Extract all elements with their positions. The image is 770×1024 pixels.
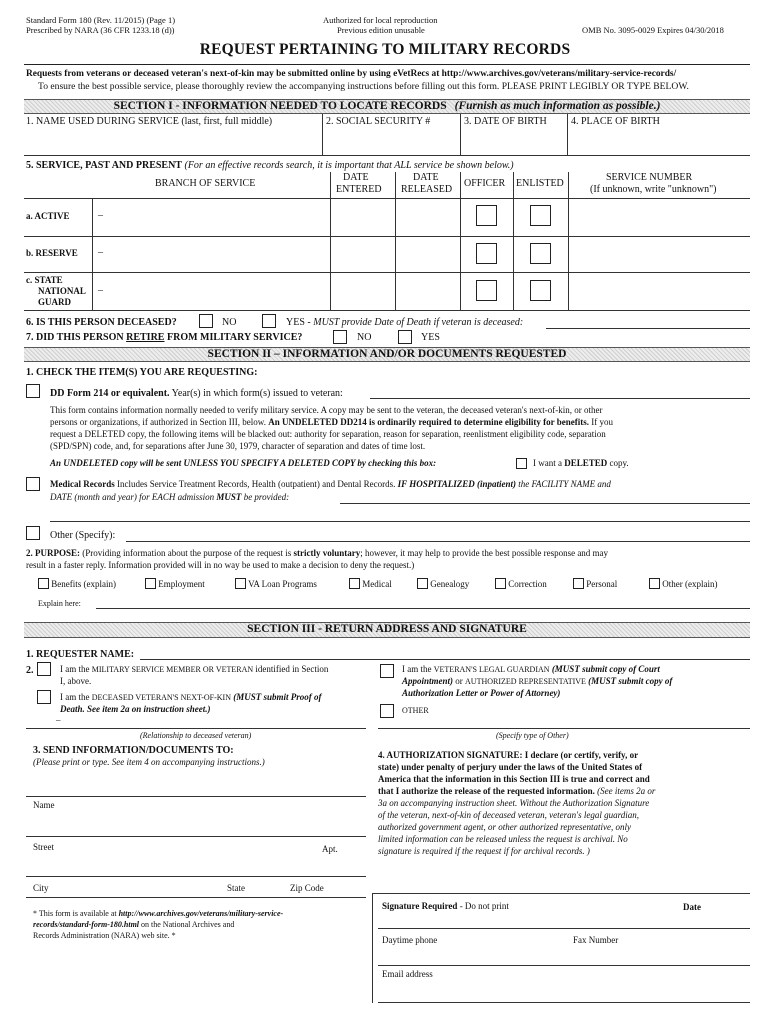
reserve-officer-checkbox[interactable] [476,243,497,264]
col-officer: OFFICER [464,178,506,189]
purpose-genealogy-checkbox[interactable] [417,578,428,589]
divider [372,893,373,1003]
opt-guardian-line1 [402,664,660,675]
opt-other-label: OTHER [402,706,429,715]
availability-line1 [33,909,283,919]
purpose-line1 [26,548,608,559]
field-pob-label: 4. PLACE OF BIRTH [571,116,660,127]
divider [24,236,750,237]
purpose-va-loan-checkbox[interactable] [235,578,246,589]
send-info-note: (Please print or type. See item 4 on accompanying instructions.) [33,757,265,767]
other-label: Other (Specify): [50,530,116,541]
omb-number: OMB No. 3095-0029 Expires 04/30/2018 [582,25,724,35]
purpose-other-label: Other (explain) [662,579,718,589]
other-specify-field[interactable] [126,541,750,542]
dd214-checkbox[interactable] [26,384,40,398]
explain-here-label: Explain here: [38,599,81,608]
apt-label: Apt. [322,844,338,854]
retire-no-checkbox[interactable] [333,330,347,344]
intro-line2: To ensure the best possible service, please thoroughly review the accompanying instructions before filling out this form. PLEASE PRINT LEGIBLY OR TYPE BELOW. [38,81,689,92]
auth-sig-6: of the veteran, next-of-kin of deceased veteran, veteran's legal guardian, [378,810,640,820]
deceased-yes-checkbox[interactable] [262,314,276,328]
purpose-correction-label: Correction [508,579,547,589]
item2-num: 2. [26,665,34,676]
purpose-benefits-checkbox[interactable] [38,578,49,589]
deleted-copy-label [533,458,629,469]
dd214-p5: An UNDELETED copy will be sent UNLESS YOU SPECIFY A DELETED COPY by checking this box: [50,458,437,468]
medical-line2b: MUST [216,492,242,502]
availability-a: * This form is available at [33,909,119,918]
divider [372,893,750,894]
row-active: a. ACTIVE [26,211,70,221]
relationship-field[interactable] [26,728,366,729]
section2-title: SECTION II – INFORMATION AND/OR DOCUMENTS REQUESTED [207,348,567,360]
guardian-checkbox[interactable] [380,664,394,678]
opt-veteran-a: I am the [60,664,92,674]
medical-line2c: be provided: [241,492,290,502]
divider [460,172,461,310]
opt-veteran-b: MILITARY SERVICE MEMBER OR VETERAN [91,665,254,674]
auth-sig-7: authorized government agent, or other authorized representative, only [378,822,632,832]
other-type-checkbox[interactable] [380,704,394,718]
email-field[interactable] [378,1002,750,1003]
sig-required-a: Signature Required [382,901,458,911]
ng-enlisted-checkbox[interactable] [530,280,551,301]
col-date-entered-1: DATE [343,172,369,183]
availability-line3: Records Administration (NARA) web site. * [33,931,176,940]
availability-b: on the National Archives and [139,920,235,929]
purpose-personal-label: Personal [586,579,618,589]
medical-hosp: IF HOSPITALIZED (inpatient) [397,479,517,489]
opt-guardian-b: VETERAN'S LEGAL GUARDIAN [433,665,550,674]
opt-nok-line1 [60,692,321,703]
medical-checkbox[interactable] [26,477,40,491]
service-note: (For an effective records search, it is important that ALL service be shown below.) [184,160,514,171]
date-of-death-field[interactable] [546,328,750,329]
form-id-line1: Standard Form 180 (Rev. 11/2015) (Page 1) [26,15,176,25]
field-service-label [26,160,514,172]
sig-required-b: - Do not print [457,901,509,911]
dd214-p2a: persons or organizations, if authorized in Section III, below. [50,417,269,427]
purpose-correction [495,578,547,590]
retire-label-u: RETIRE [126,332,165,343]
street-field[interactable] [26,876,366,877]
purpose-genealogy [417,578,469,590]
retire-label [26,332,302,344]
purpose-personal-checkbox[interactable] [573,578,584,589]
col-service-number-note: (If unknown, write "unknown") [590,184,717,195]
divider [24,198,750,199]
purpose-genealogy-label: Genealogy [430,579,470,589]
ng-officer-checkbox[interactable] [476,280,497,301]
opt-veteran-line1 [60,664,328,675]
signature-field[interactable] [378,928,750,929]
dd214-p3: request a DELETED copy, the following items will be blacked out: authority for separation, reason for separation, reenlistment eligibility code, separation [50,429,606,439]
purpose-other [649,578,717,590]
street-label: Street [33,842,54,852]
purpose-benefits [38,578,116,590]
opt-guardian-a: I am the [402,664,434,674]
auth-sig-3: America that the information in this Section III is true and correct and [378,774,650,784]
auth-sig-4a: that I authorize the release of the requested information. [378,786,595,796]
availability-line2 [33,920,234,930]
row-ng-3: GUARD [38,297,71,307]
field-dob-label: 3. DATE OF BIRTH [464,116,547,127]
dd214-years-field[interactable] [370,398,750,399]
relationship-caption: (Relationship to deceased veteran) [140,731,252,740]
purpose-employment-label: Employment [158,579,205,589]
divider [24,272,750,273]
section3-title: SECTION III - RETURN ADDRESS AND SIGNATURE [247,623,527,635]
dd214-rest: Year(s) in which form(s) issued to veteran: [169,388,343,399]
city-state-zip-field[interactable] [26,897,366,898]
form-id-line2: Prescribed by NARA (36 CFR 1233.18 (d)) [26,25,175,35]
section1-note: (Furnish as much information as possible.) [454,100,661,112]
divider [24,155,750,156]
purpose-other-checkbox[interactable] [649,578,660,589]
auth-line1: Authorized for local reproduction [323,15,438,25]
medical-line2 [50,492,289,503]
opt-nok-c: (MUST submit Proof of [230,692,322,702]
other-checkbox[interactable] [26,526,40,540]
deleted-a: I want a [533,458,565,468]
purpose-employment-checkbox[interactable] [145,578,156,589]
deceased-label: 6. IS THIS PERSON DECEASED? [26,317,177,328]
auth-line2: Previous edition unusable [337,25,425,35]
divider [513,172,514,310]
other-caption: (Specify type of Other) [496,731,569,740]
purpose-text-c: ; however, it may help to provide the best possible response and may [360,548,609,558]
auth-sig-1: 4. AUTHORIZATION SIGNATURE: I declare (or certify, verify, or [378,750,639,760]
retire-label-a: 7. DID THIS PERSON [26,332,127,343]
retire-no-label: NO [357,332,372,343]
active-enlisted-checkbox[interactable] [530,205,551,226]
title-rule [24,64,750,65]
opt-guardian-d: Appointment) [402,676,454,686]
retire-label-b: FROM MILITARY SERVICE? [164,332,303,343]
field-ssn-label: 2. SOCIAL SECURITY # [326,116,431,127]
send-info-label: 3. SEND INFORMATION/DOCUMENTS TO: [33,745,234,756]
purpose-line2: result in a faster reply. Information provided will in no way be used to make a decision to deny the request.) [26,560,415,570]
reserve-enlisted-checkbox[interactable] [530,243,551,264]
deleted-b: DELETED [564,458,608,468]
opt-nok-a: I am the [60,692,92,702]
deleted-copy-checkbox[interactable] [516,458,527,469]
city-label: City [33,883,49,893]
dd214-p1: This form contains information normally needed to verify military service. A copy may be sent to the veteran, the deceased veteran's next-of-kin, or other [50,405,603,415]
opt-veteran-line2: I, above. [60,676,92,686]
check-items-label: 1. CHECK THE ITEM(S) YOU ARE REQUESTING: [26,367,258,378]
purpose-va-loan [235,578,317,590]
other-type-field[interactable] [378,728,750,729]
auth-sig-2: state) under penalty of perjury under the laws of the United States of [378,762,643,772]
purpose-employment [145,578,205,590]
divider [330,172,331,310]
daytime-phone-label: Daytime phone [382,935,438,945]
purpose-medical-label: Medical [362,579,392,589]
col-date-released-2: RELEASED [401,184,453,195]
relationship-dash: – [56,715,61,725]
auth-sig-8: limited information can be released unless the request is archival. No [378,834,628,844]
retire-yes-checkbox[interactable] [398,330,412,344]
divider [395,172,396,310]
requester-name-label: 1. REQUESTER NAME: [26,649,135,660]
auth-sig-4 [378,786,655,797]
opt-veteran-c: identified in Section [253,664,329,674]
auth-sig-5: 3a on accompanying instruction sheet. Without the Authorization Signature [378,798,650,808]
dd214-label: DD Form 214 or equivalent. [50,388,170,399]
purpose-text-a: (Providing information about the purpose of the request is [80,548,294,558]
phone-fax-field[interactable] [378,965,750,966]
opt-guardian-line2 [402,676,672,687]
explain-here-field[interactable] [96,608,750,609]
col-service-number: SERVICE NUMBER [606,172,693,183]
nok-checkbox[interactable] [37,690,51,704]
opt-guardian-f: AUTHORIZED REPRESENTATIVE [465,677,586,686]
medical-rest: Includes Service Treatment Records, Health (outpatient) and Dental Records. [114,479,398,489]
row-dash: – [98,285,103,296]
col-date-released-1: DATE [413,172,439,183]
medical-line1 [50,479,611,490]
signature-label [382,901,509,912]
deceased-yes-label: YES - [286,317,311,328]
intro-line1: Requests from veterans or deceased veteran's next-of-kin may be submitted online by using eVetRecs at http://www.archives.gov/veterans/military-service-records/ [26,69,677,79]
opt-guardian-c: (MUST submit copy of Court [549,664,660,674]
row-dash: – [98,210,103,221]
opt-nok-b: DECEASED VETERAN'S NEXT-OF-KIN [91,693,231,702]
medical-details-field-2[interactable] [50,521,750,522]
col-enlisted: ENLISTED [516,178,564,189]
auth-sig-4b: (See items 2a or [594,786,656,796]
purpose-benefits-label: Benefits (explain) [51,579,116,589]
deceased-yes [286,317,523,329]
requester-name-field[interactable] [140,659,750,660]
purpose-correction-checkbox[interactable] [495,578,506,589]
deleted-c: copy. [607,458,629,468]
name-label: Name [33,800,55,810]
divider [24,310,750,311]
date-label: Date [683,902,701,912]
purpose-personal [573,578,617,590]
section2-header [24,347,750,362]
divider [460,114,461,155]
state-label: State [227,883,245,893]
purpose-medical-checkbox[interactable] [349,578,360,589]
service-label: 5. SERVICE, PAST AND PRESENT [26,160,182,171]
row-ng-2: NATIONAL [38,286,86,296]
row-dash: – [98,247,103,258]
divider [322,114,323,155]
name-field[interactable] [26,836,366,837]
address-line-0[interactable] [26,796,366,797]
deceased-no-label: NO [222,317,237,328]
email-label: Email address [382,969,433,979]
purpose-va-loan-label: VA Loan Programs [248,579,317,589]
divider [568,172,569,310]
medical-line2a: DATE (month and year) for EACH admission [50,492,217,502]
medical-label: Medical Records [50,479,115,489]
col-branch: BRANCH OF SERVICE [155,178,256,189]
purpose-label: 2. PURPOSE: [26,548,80,558]
dd214-heading [50,388,343,400]
retire-yes-label: YES [421,332,440,343]
page-title: REQUEST PERTAINING TO MILITARY RECORDS [199,41,571,58]
availability-url2: records/standard-form-180.html [33,920,140,929]
opt-nok-line2: Death. See item 2a on instruction sheet.) [60,704,211,714]
opt-guardian-g: (MUST submit copy of [585,676,673,686]
dd214-p2b: An UNDELETED DD214 is ordinarily required to determine eligibility for benefits. [268,417,589,427]
divider [92,198,93,310]
deceased-yes-note: MUST provide Date of Death if veteran is deceased: [313,317,524,328]
fax-label: Fax Number [573,935,619,945]
col-date-entered-2: ENTERED [336,184,382,195]
zip-label: Zip Code [290,883,324,893]
section1-title: SECTION I - INFORMATION NEEDED TO LOCATE RECORDS [113,100,447,112]
section3-header [24,622,750,638]
section1-header [24,99,750,114]
purpose-text-b: strictly voluntary [293,548,361,558]
dd214-p2c: If you [588,417,613,427]
row-reserve: b. RESERVE [26,248,78,258]
opt-guardian-e: or [453,676,466,686]
opt-guardian-line3: Authorization Letter or Power of Attorney) [402,688,561,698]
veteran-checkbox[interactable] [37,662,51,676]
divider [567,114,568,155]
active-officer-checkbox[interactable] [476,205,497,226]
auth-sig-9: signature is required if the request if for archival records. ) [378,846,590,856]
dd214-p4: (SPD/SPN) code, and, for separations after June 30, 1979, character of separation and dates of time lost. [50,441,426,451]
field-name-label: 1. NAME USED DURING SERVICE (last, first, full middle) [26,116,273,127]
medical-rest2: the FACILITY NAME and [516,479,611,489]
row-ng-1: c. STATE [26,275,63,285]
deceased-no-checkbox[interactable] [199,314,213,328]
availability-url1: http://www.archives.gov/veterans/military-service- [118,909,284,918]
dd214-p2 [50,417,613,428]
medical-details-field[interactable] [340,503,750,504]
purpose-medical [349,578,392,590]
